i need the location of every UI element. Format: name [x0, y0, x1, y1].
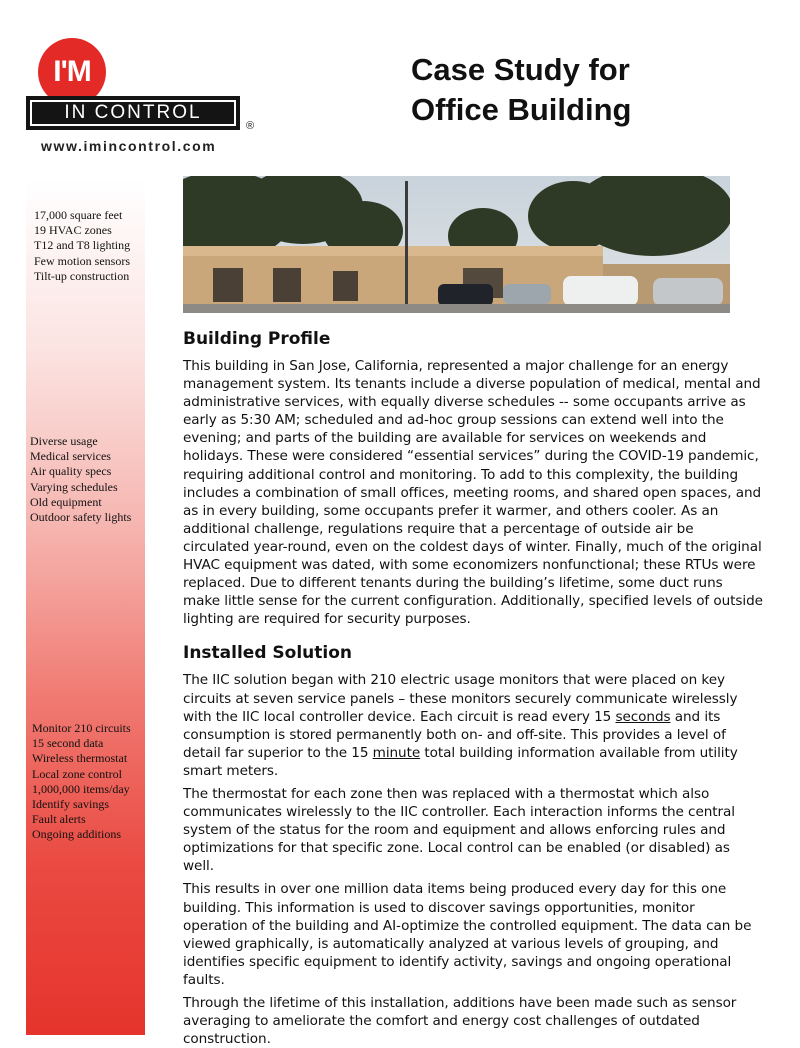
sidebar-item: Ongoing additions	[32, 827, 121, 842]
sidebar-item: Varying schedules	[30, 479, 118, 494]
document-title	[411, 50, 631, 130]
pavement	[183, 304, 730, 313]
sidebar-item: Wireless thermostat	[32, 751, 128, 766]
sidebar-item: Outdoor safety lights	[30, 510, 132, 525]
installed-solution-paragraph-1	[183, 671, 763, 780]
sidebar-item: Air quality specs	[30, 464, 112, 479]
paragraph-text: and its consumption is stored permanently both on- and off-site. This provides a level of detail far superior to the 15	[183, 708, 726, 761]
registered-mark: ®	[246, 120, 255, 132]
installed-solution-paragraph-3: This results in over one million data items being produced every day for this one building. This information is used to discover savings opportunities, monitor operation of the building and AI-optimize the controlled equipment. The data can be viewed graphically, is automatically analyzed at various levels of grouping, and identifies specific equipment to identify activity, savings and ongoing operational faults.	[183, 881, 752, 988]
sidebar-item: Medical services	[30, 449, 111, 464]
installed-solution-paragraph-2: The thermostat for each zone then was replaced with a thermostat which also communicates wirelessly to the IIC controller. Each interaction informs the central system of the status for the room and equipment and allows enforcing rules and optimizations for that specific zone. Local control can be enabled (or disabled) as well.	[183, 785, 735, 875]
paragraph-text: total building information available from utility smart meters.	[183, 744, 738, 779]
building-profile-text: This building in San Jose, California, represented a major challenge for an energy management system. Its tenants include a diverse population of medical, mental and administrative services, with equally diverse schedules -- some occupants arrive as early as 5:30 AM; scheduled and ad-hoc group sessions can extend well into the evening; and parts of the building are available for services on weekends and holidays. These were considered “essential services” during the COVID-19 pandemic, requiring additional control and monitoring. To add to this complexity, the building includes a combination of small offices, meeting rooms, and shared open spaces, and as in every building, some occupants prefer it warmer, and others cooler. As an additional challenge, regulations require that a percentage of outside air be circulated year-round, even on the coldest days of winter. Finally, much of the original HVAC equipment was dated, with some economizers nonfunctional; these RTUs were replaced. Due to different tenants during the building’s lifetime, some duct runs make little sense for the current configuration. Additionally, specified levels of outside lighting are required for security purposes.	[183, 358, 763, 628]
sidebar-item: 19 HVAC zones	[34, 223, 112, 238]
sidebar-item: Local zone control	[32, 766, 122, 781]
sidebar-item: 17,000 square feet	[34, 208, 123, 222]
main-content	[183, 322, 763, 1048]
title-line-1: Case Study for	[411, 52, 630, 87]
installed-solution-heading: Installed Solution	[183, 643, 353, 664]
sidebar-item: Diverse usage	[30, 434, 98, 448]
sidebar-item: Fault alerts	[32, 812, 86, 827]
sidebar-item: Few motion sensors	[34, 253, 130, 268]
installed-solution-paragraph-4: Through the lifetime of this installation, additions have been made such as sensor averaging to ameliorate the comfort and energy cost challenges of outdated construction.	[183, 995, 737, 1048]
sidebar-item: Tilt-up construction	[34, 268, 130, 283]
sidebar-item: Monitor 210 circuits	[32, 721, 131, 735]
building-photo	[183, 176, 730, 313]
sidebar-item: 15 second data	[32, 736, 104, 751]
building-profile-heading: Building Profile	[183, 329, 331, 349]
paragraph-text: The IIC solution began with 210 electric usage monitors that were placed on key circuits at seven service panels – these monitors securely communicate wirelessly with the IIC local controller device. Each circuit is read every 15	[183, 672, 738, 725]
sidebar-item: Old equipment	[30, 494, 102, 509]
sidebar-item: Identify savings	[32, 797, 109, 812]
sidebar-gradient	[26, 180, 145, 1035]
light-pole	[405, 181, 408, 306]
title-line-2: Office Building	[411, 92, 632, 127]
logo-bar	[26, 96, 240, 130]
underlined-seconds: seconds	[615, 708, 671, 725]
sidebar-item: 1,000,000 items/day	[32, 781, 130, 796]
sidebar-challenges	[30, 434, 131, 525]
sidebar-item: T12 and T8 lighting	[34, 238, 131, 253]
sidebar-building-facts	[34, 208, 130, 284]
underlined-minute: minute	[372, 744, 421, 761]
logo-circle-text: I'M	[53, 55, 91, 88]
sidebar-solution-features	[32, 721, 131, 843]
logo-bar-text: IN CONTROL	[30, 100, 236, 126]
company-logo	[26, 38, 262, 138]
website-url: www.imincontrol.com	[41, 138, 217, 154]
